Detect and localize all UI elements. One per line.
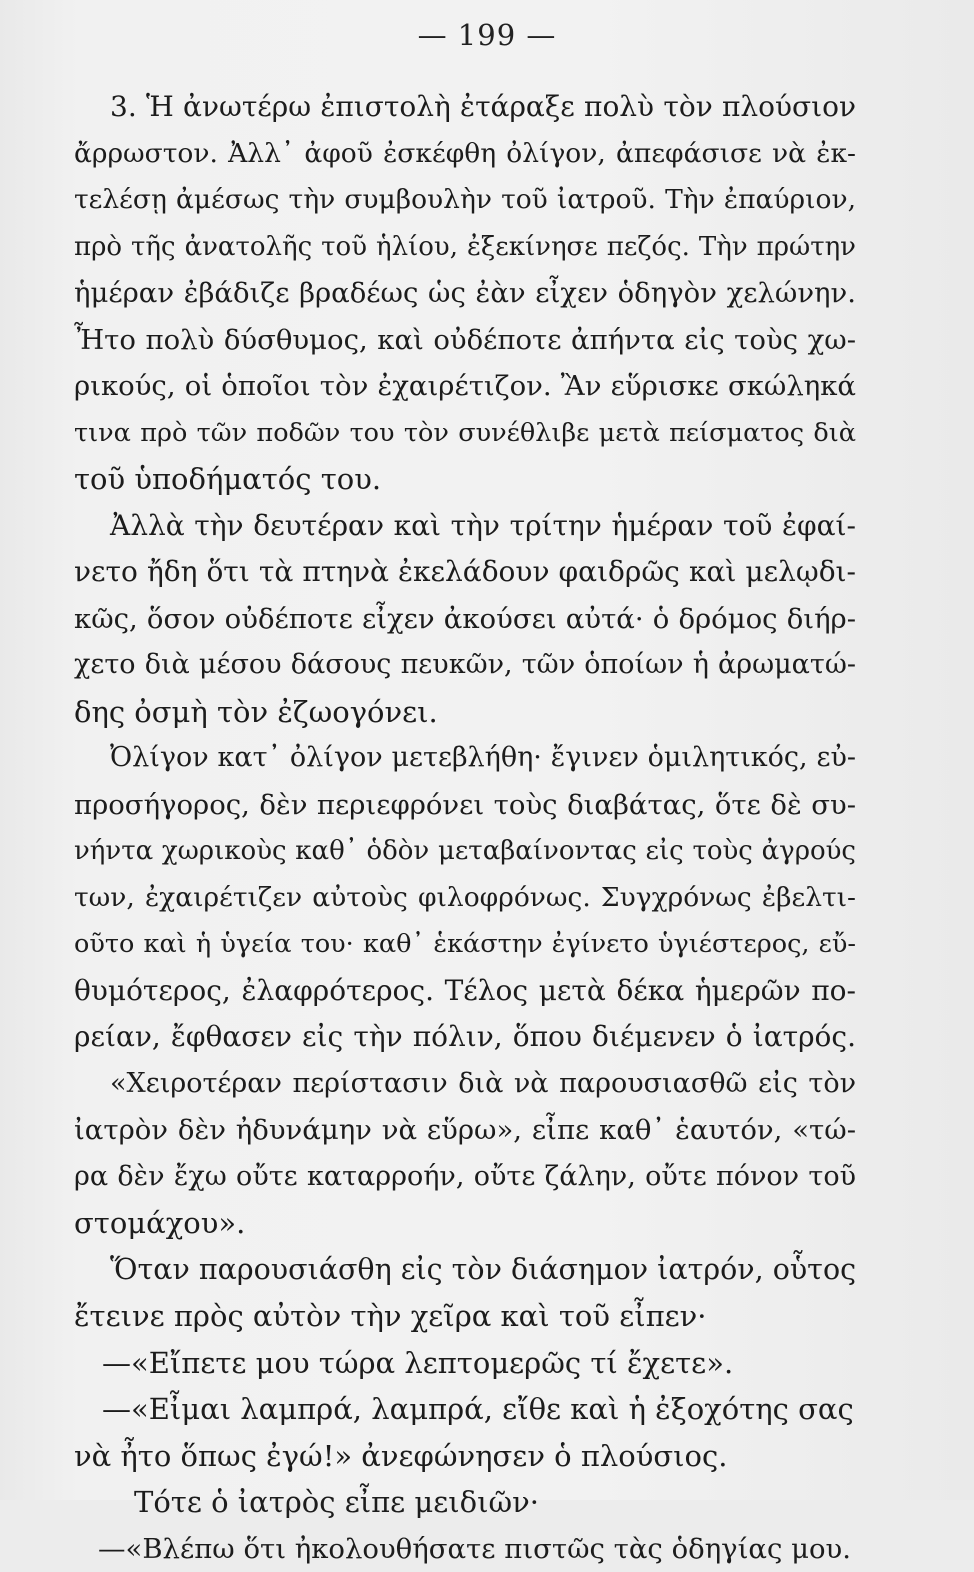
text-line: ρείαν, ἔφθασεν εἰς τὴν πόλιν, ὅπου διέμενεν ὁ ἰατρός. [74,1014,856,1061]
text-line: ρικούς, οἱ ὁποῖοι τὸν ἐχαιρέτιζον. Ἂν εὕρισκε σκώληκά [74,363,856,410]
text-line: νετο ἤδη ὅτι τὰ πτηνὰ ἐκελάδουν φαιδρῶς καὶ μελῳδι- [74,549,856,596]
text-line: των, ἐχαιρέτιζεν αὐτοὺς φιλοφρόνως. Συγχρόνως ἐβελτι- [74,875,856,922]
text-line: Ὀλίγον κατ᾽ ὀλίγον μετεβλήθη· ἔγινεν ὁμιλητικός, εὐ- [74,735,856,782]
text-line: θυμότερος, ἐλαφρότερος. Τέλος μετὰ δέκα ἡμερῶν πο- [74,968,856,1015]
text-line: πρὸ τῆς ἀνατολῆς τοῦ ἡλίου, ἐξεκίνησε πεζός. Τὴν πρώτην [74,224,856,271]
text-line: —«Εἴπετε μου τώρα λεπτομερῶς τί ἔχετε». [74,1340,856,1387]
text-line: τινα πρὸ τῶν ποδῶν του τὸν συνέθλιβε μετὰ πείσματος διὰ [74,410,856,457]
text-line: νήντα χωρικοὺς καθ᾽ ὁδὸν μεταβαίνοντας εἰς τοὺς ἀγρούς [74,828,856,875]
text-line: ἄρρωστον. Ἀλλ᾽ ἀφοῦ ἐσκέφθη ὀλίγον, ἀπεφάσισε νὰ ἐκ- [74,131,856,178]
text-line: τελέσῃ ἀμέσως τὴν συμβουλὴν τοῦ ἰατροῦ. Τὴν ἐπαύριον, [74,177,856,224]
text-line: —«Βλέπω ὅτι ἠκολουθήσατε πιστῶς τὰς ὁδηγίας μου. [74,1526,856,1572]
text-line: Τότε ὁ ἰατρὸς εἶπε μειδιῶν· [74,1479,856,1526]
text-line: προσήγορος, δὲν περιεφρόνει τοὺς διαβάτας, ὅτε δὲ συ- [74,782,856,829]
body-text [74,84,856,1572]
page-number: — 199 — [0,18,974,52]
text-line: Ὅταν παρουσιάσθη εἰς τὸν διάσημον ἰατρόν, οὗτος [74,1247,856,1294]
text-line: κῶς, ὅσον οὐδέποτε εἶχεν ἀκούσει αὐτά· ὁ δρόμος διήρ- [74,596,856,643]
text-line: Ἀλλὰ τὴν δευτέραν καὶ τὴν τρίτην ἡμέραν τοῦ ἐφαί- [74,503,856,550]
text-line: τοῦ ὑποδήματός του. [74,456,856,503]
text-line: Ἦτο πολὺ δύσθυμος, καὶ οὐδέποτε ἀπήντα εἰς τοὺς χω- [74,317,856,364]
text-line: ἔτεινε πρὸς αὐτὸν τὴν χεῖρα καὶ τοῦ εἶπεν· [74,1293,856,1340]
text-line: χετο διὰ μέσου δάσους πευκῶν, τῶν ὁποίων ἡ ἀρωματώ- [74,642,856,689]
text-line: νὰ ἦτο ὅπως ἐγώ!» ἀνεφώνησεν ὁ πλούσιος. [74,1433,856,1480]
text-line: δης ὀσμὴ τὸν ἐζωογόνει. [74,689,856,736]
text-line: οῦτο καὶ ἡ ὑγεία του· καθ᾽ ἑκάστην ἐγίνετο ὑγιέστερος, εὔ- [74,921,856,968]
text-line: —«Εἶμαι λαμπρά, λαμπρά, εἴθε καὶ ἡ ἐξοχότης σας [74,1386,856,1433]
text-line: ρα δὲν ἔχω οὔτε καταρροήν, οὔτε ζάλην, οὔτε πόνον τοῦ [74,1154,856,1201]
text-line: ἰατρὸν δὲν ἠδυνάμην νὰ εὕρω», εἶπε καθ᾽ ἑαυτόν, «τώ- [74,1107,856,1154]
text-line: «Χειροτέραν περίστασιν διὰ νὰ παρουσιασθῶ εἰς τὸν [74,1061,856,1108]
text-line: ἡμέραν ἐβάδιζε βραδέως ὡς ἐὰν εἶχεν ὁδηγὸν χελώνην. [74,270,856,317]
text-line: 3. Ἡ ἀνωτέρω ἐπιστολὴ ἐτάραξε πολὺ τὸν πλούσιον [74,84,856,131]
text-line: στομάχου». [74,1200,856,1247]
